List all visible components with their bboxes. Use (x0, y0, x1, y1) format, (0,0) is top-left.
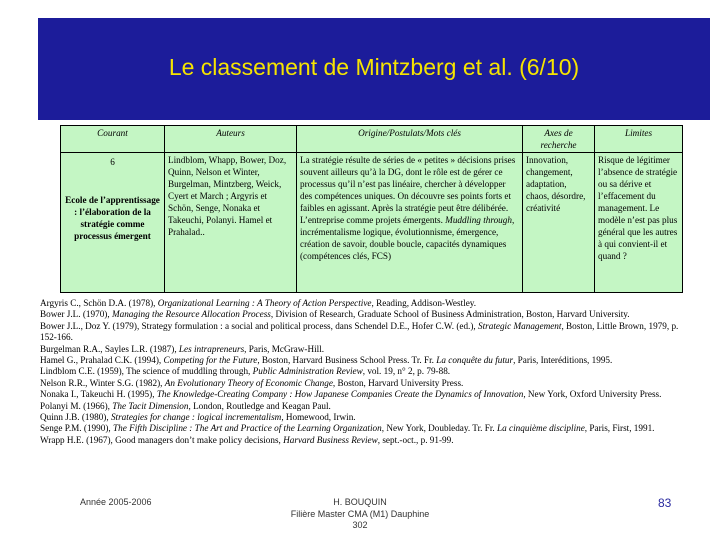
reference-item: Wrapp H.E. (1967), Good managers don’t make policy decisions, Harvard Business Review, sept.-oct., p. 91-99. (40, 434, 454, 445)
cell-courant (61, 153, 165, 293)
header-auteurs: Auteurs (165, 126, 297, 153)
reference-item: Senge P.M. (1990), The Fifth Discipline : The Art and Practice of the Learning Organization, New York, Doubleday. Tr. Fr. La cinquième discipline, Paris, First, 1991. (40, 423, 655, 434)
footer-program: Filière Master CMA (M1) Dauphine (290, 508, 430, 519)
table-row (61, 153, 683, 293)
reference-item: Bower J.L. (1970), Managing the Resource Allocation Process, Division of Research, Graduate School of Business Administration, Boston, Harvard University. (40, 309, 630, 320)
table-header-row (61, 126, 683, 153)
school-name: Ecole de l’apprentissage : l’élaboration de la stratégie comme processus émergent (65, 195, 160, 241)
reference-item: Nelson R.R., Winter S.G. (1982), An Evolutionary Theory of Economic Change, Boston, Harvard University Press. (40, 377, 464, 388)
school-number: 6 (110, 157, 115, 167)
reference-item: Lindblom C.E. (1959), The science of muddling through, Public Administration Review, vol. 19, n° 2, p. 79-88. (40, 366, 451, 377)
footer-center (270, 497, 450, 532)
cell-origine (297, 153, 523, 293)
classification-table (60, 125, 683, 293)
cell-auteurs: Lindblom, Whapp, Bower, Doz, Quinn, Nelson et Winter, Burgelman, Mintzberg, Weick, Cyert et March ; Argyris et Schön, Senge, Nonaka et Takeuchi, Polanyi. Hamel et Prahalad.. (165, 153, 297, 293)
origin-text-2: , incrémentalisme logique, évolutionnisme, émergence, création de savoir, double boucle, capacités dynamiques (compétences clés, FCS) (300, 215, 515, 261)
footer-author: H. BOUQUIN (333, 497, 387, 507)
references (40, 298, 680, 446)
reference-item: Quinn J.B. (1980), Strategies for change : logical incrementalism, Homewood, Irwin. (40, 412, 356, 423)
origin-text: La stratégie résulte de séries de « petites » décisions prises souvent ailleurs qu’à la DG, dont le rôle est de gérer ce processus qu’il n’est pas linéaire, chercher à développer des compétences uniques. On découvre ses points forts et faibles en agissant. Après la stratégie peut être délibérée. L’entreprise comme projets émergents. (300, 155, 516, 225)
reference-item: Burgelman R.A., Sayles L.R. (1987), Les intrapreneurs, Paris, McGraw-Hill. (40, 343, 325, 354)
footer-course: 302 (352, 520, 368, 530)
reference-item: Polanyi M. (1966), The Tacit Dimension, London, Routledge and Keagan Paul. (40, 400, 331, 411)
reference-item: Hamel G., Prahalad C.K. (1994), Competing for the Future, Boston, Harvard Business School Press. Tr. Fr. La conquête du futur, Paris, Interéditions, 1995. (40, 355, 613, 366)
reference-item: Argyris C., Schön D.A. (1978), Organizational Learning : A Theory of Action Perspective, Reading, Addison-Westley. (40, 298, 477, 308)
header-axes: Axes de recherche (523, 126, 595, 153)
cell-axes: Innovation, changement, adaptation, chaos, désordre, créativité (523, 153, 595, 293)
cell-limites: Risque de légitimer l’absence de stratégie ou sa dérive et l’effacement du management. Le modèle n’est pas plus général que les autres à qui convient-il et quand ? (595, 153, 683, 293)
title-band (38, 18, 710, 120)
origin-italic: Muddling through (445, 215, 512, 225)
page-number: 83 (658, 496, 672, 510)
header-courant: Courant (61, 126, 165, 153)
header-origine: Origine/Postulats/Mots clés (297, 126, 523, 153)
slide-title: Le classement de Mintzberg et al. (6/10) (168, 54, 580, 80)
header-limites: Limites (595, 126, 683, 153)
reference-item: Bower J.L., Doz Y. (1979), Strategy formulation : a social and political process, dans Schendel D.E., Hofer C.W. (ed.), Strategic Management, Boston, Little Brown, 1979, p. 152-166. (40, 320, 679, 343)
reference-item: Nonaka I., Takeuchi H. (1995), The Knowledge-Creating Company : How Japanese Companies Create the Dynamics of Innovation, New York, Oxford University Press. (40, 389, 662, 400)
footer-year: Année 2005-2006 (80, 497, 152, 507)
